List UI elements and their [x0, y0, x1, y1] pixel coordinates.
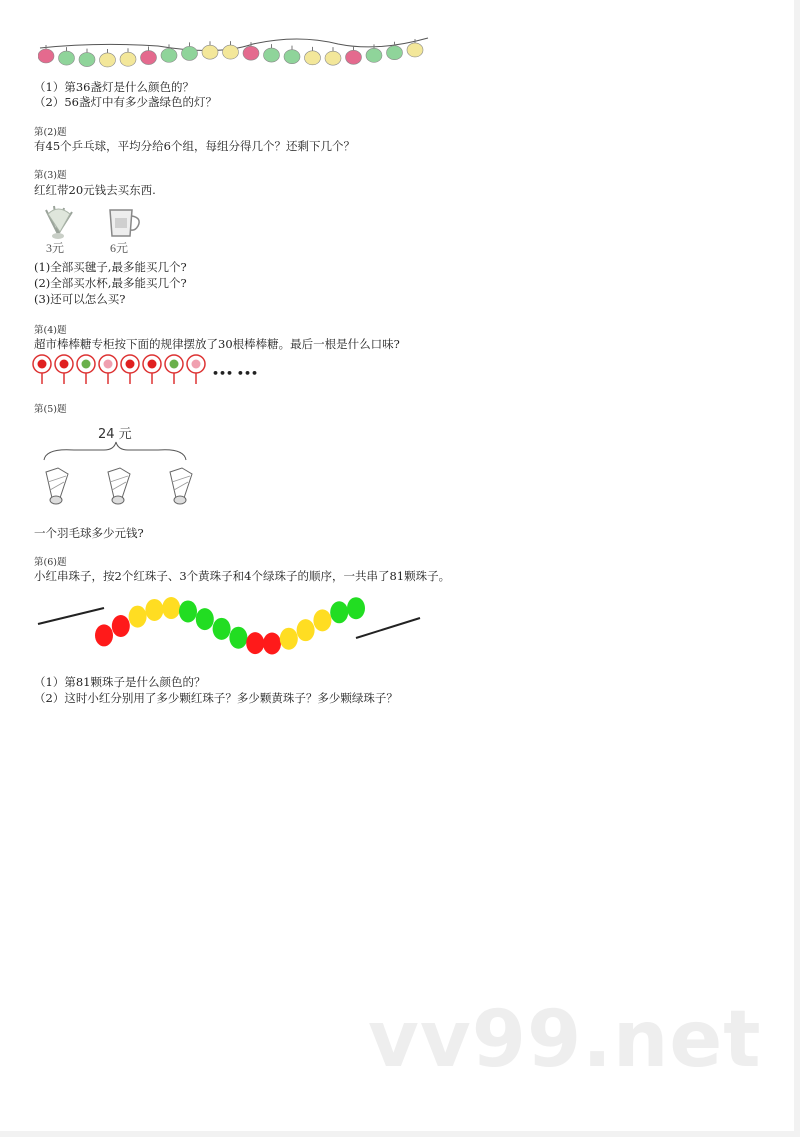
q3-label: 第(3)题 — [34, 170, 67, 181]
bead — [297, 619, 315, 641]
q1-sub1: （1）第36盏灯是什么颜色的？ — [34, 80, 194, 94]
lantern — [264, 48, 280, 62]
q5-total-price: 24 元 — [98, 427, 132, 442]
lantern — [161, 48, 177, 62]
lollipop — [77, 355, 95, 384]
q6-sub1: （1）第81颗珠子是什么颜色的？ — [34, 675, 206, 689]
badminton-price-figure — [34, 420, 204, 512]
bead — [179, 600, 197, 622]
lantern — [325, 51, 341, 65]
lantern — [407, 43, 423, 57]
lollipop — [121, 355, 139, 384]
page-bottom-edge — [0, 1131, 800, 1137]
lantern-string-figure — [38, 34, 432, 70]
q5-question: 一个羽毛球多少元钱? — [34, 526, 144, 540]
bead — [229, 627, 247, 649]
bead — [246, 632, 264, 654]
lantern — [182, 46, 198, 60]
q3-item2-price: 6元 — [110, 241, 129, 255]
q4-text: 超市棒棒糖专柜按下面的规律摆放了30根棒棒糖。最后一根是什么口味? — [34, 337, 400, 351]
water-cup-image — [102, 204, 146, 256]
bead-string-figure — [36, 596, 422, 666]
lantern — [120, 52, 136, 66]
bead — [196, 608, 214, 630]
bead — [95, 624, 113, 646]
q2-label: 第(2)题 — [34, 127, 67, 138]
q6-text: 小红串珠子，按2个红珠子、3个黄珠子和4个绿珠子的顺序，一共串了81颗珠子。 — [34, 569, 451, 583]
bead — [347, 597, 365, 619]
lollipop — [165, 355, 183, 384]
lollipop — [187, 355, 205, 384]
q3-text: 红红带20元钱去买东西. — [34, 183, 156, 197]
bead — [313, 609, 331, 631]
bead — [112, 615, 130, 637]
lollipop — [143, 355, 161, 384]
lollipop — [55, 355, 73, 384]
lantern — [223, 45, 239, 59]
q5-label: 第(5)题 — [34, 404, 67, 415]
q4-label: 第(4)题 — [34, 325, 67, 336]
q3-item1-price: 3元 — [46, 241, 65, 255]
shuttlecock-icon — [108, 468, 130, 504]
bead — [263, 632, 281, 654]
lantern — [141, 51, 157, 65]
bead — [129, 606, 147, 628]
q6-sub2: （2）这时小红分别用了多少颗红珠子？多少颗黄珠子？多少颗绿珠子？ — [34, 691, 398, 705]
bead — [145, 599, 163, 621]
lollipop — [33, 355, 51, 384]
page-right-edge — [794, 0, 800, 1137]
lantern — [305, 51, 321, 65]
shuttlecock-toy-image — [34, 204, 84, 256]
q3-sub3: (3)还可以怎么买? — [34, 292, 126, 306]
lantern — [79, 53, 95, 67]
lantern — [346, 50, 362, 64]
lantern — [38, 49, 54, 63]
q3-sub2: (2)全部买水杯,最多能买几个? — [34, 276, 187, 290]
lantern — [59, 51, 75, 65]
lantern — [202, 45, 218, 59]
lantern — [243, 46, 259, 60]
bead — [213, 618, 231, 640]
lantern — [387, 46, 403, 60]
q1-sub2: （2）56盏灯中有多少盏绿色的灯？ — [34, 95, 217, 109]
lollipop-row-figure — [32, 354, 212, 386]
q3-sub1: (1)全部买毽子,最多能买几个? — [34, 260, 187, 274]
shuttlecock-icon — [46, 468, 68, 504]
lantern — [366, 48, 382, 62]
lantern — [100, 53, 116, 67]
bead — [330, 601, 348, 623]
q2-text: 有45个乒乓球，平均分给6个组，每组分得几个？还剩下几个？ — [34, 139, 355, 153]
q4-ellipsis: ••• ••• — [212, 367, 259, 380]
q6-label: 第(6)题 — [34, 557, 67, 568]
lollipop — [99, 355, 117, 384]
lantern — [284, 50, 300, 64]
bead — [162, 597, 180, 619]
bead — [280, 628, 298, 650]
watermark: vv99.net — [368, 995, 762, 1085]
shuttlecock-icon — [170, 468, 192, 504]
